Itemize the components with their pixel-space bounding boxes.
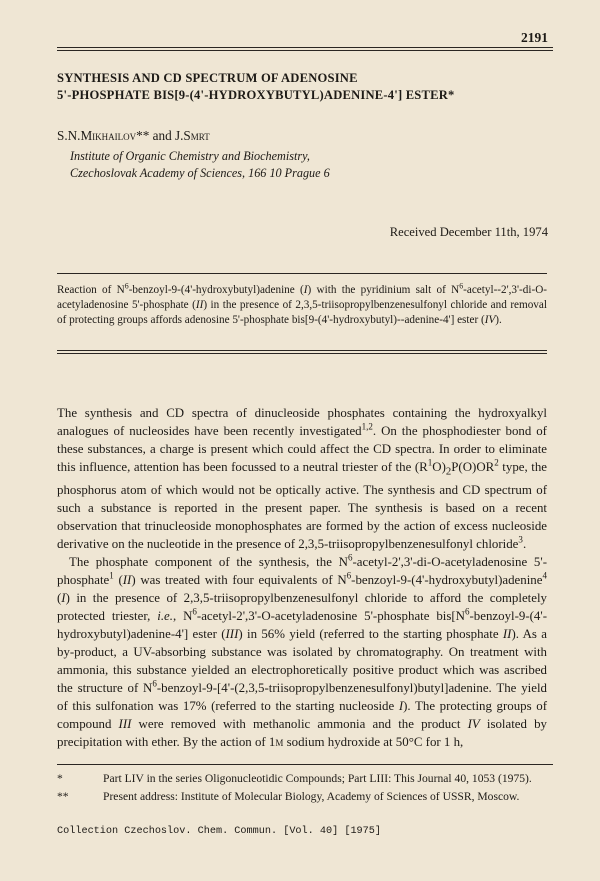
abstract: Reaction of $N^6-benzoyl-9-(4'-hydroxybutyl)adenine$ (I) with the pyridinium salt of $N^6-acetyl--2',3'-di-O$-acetyladenosine 5'-phosphate (II) in the presence of 2,3,5-triisopropylbenzenesulfonyl chloride and removal of protecting groups affords adenosine 5'-phosphate bis[9-(4'-hydroxybutyl)--adenine-4'] ester (IV).: [57, 281, 547, 327]
author-1: S.N.Mikhailov**: [57, 128, 150, 143]
header-rule-bottom: [57, 50, 553, 51]
body-paragraph-1: The synthesis and CD spectra of dinucleoside phosphates containing the hydroxyalkyl analogues of nucleosides have been recently investigated$^{1,2}$. On the phosphodiester bond of these substances, a charge is present which could affect the CD spectra. In order to eliminate this influence, attention has been focussed to a neutral triester of the $(R^1O)_2P(O)OR^2$ type, the phosphorus atom of which would not be optically active. The synthesis and CD spectrum of such a substance is reported in the present paper. The synthesis is based on a recent observation that trinucleoside monophosphates are formed by the action of excess nucleoside derivative on the nucleotide in the presence of 2,3,5-triisopropylbenzenesulfonyl chloride$^3$.: [57, 406, 547, 551]
footnote-2-mark: **: [57, 790, 69, 803]
title-line-2: 5'-PHOSPHATE BIS[9-(4'-HYDROXYBUTYL)ADENINE-4'] ESTER*: [57, 88, 455, 102]
title-line-1: SYNTHESIS AND CD SPECTRUM OF ADENOSINE: [57, 71, 358, 85]
footnote-rule: [57, 764, 553, 765]
body-paragraph-2: The phosphate component of the synthesis, the $N^6-acetyl-2',3'-di-O$-acetyladenosine 5'-phosphate$^1$ (II) was treated with four equivalents of $N^6-benzoyl-9-(4'-hydroxybutyl)adenine^4$ (I) in the presence of 2,3,5-triisopropylbenzenesulfonyl chloride to afford the completely protected triester, i.e., $N^6-acetyl-2',3'-O$-acetyladenosine 5'-phosphate $bis[N^6-benzoyl-9-(4'-hydroxybutyl)adenine-4']$ ester (III) in 56% yield (referred to the starting phosphate II). As a by-product, a UV-absorbing substance was isolated by chromatography. On treatment with ammonia, this substance yielded an electrophoretically positive product which was ascribed the structure of $N^6-benzoyl-9-[4'-(2,3,5-triisopropylbenzenesulfonyl)butyl]adenine$. The yield of this sulfonation was 17% (referred to the starting nucleoside I). The protecting groups of compound III were removed with methanolic ammonia and the product IV isolated by precipitation with ether. By the action of 1m sodium hydroxide at 50°C for 1 h,: [57, 552, 548, 749]
affiliation-line-2: Czechoslovak Academy of Sciences, 166 10 Prague 6: [70, 166, 330, 180]
author-separator: and: [149, 128, 175, 143]
article-body: [57, 404, 547, 751]
header-rule-top: [57, 47, 553, 48]
authors: [57, 128, 210, 144]
author-2: J.Smrt: [175, 128, 210, 143]
journal-footer: Collection Czechoslov. Chem. Commun. [Vol. 40] [1975]: [57, 826, 382, 837]
affiliation-line-1: Institute of Organic Chemistry and Biochemistry,: [70, 149, 310, 163]
footnote-1-text: Part LIV in the series Oligonucleotidic Compounds; Part LIII: This Journal 40, 1053 (1975).: [103, 772, 532, 785]
abstract-rule-bottom-2: [57, 353, 547, 354]
affiliation: [70, 148, 330, 182]
footnote-1-mark: *: [57, 772, 63, 785]
received-date: Received December 11th, 1974: [389, 225, 548, 239]
footnote-2-text: Present address: Institute of Molecular Biology, Academy of Sciences of USSR, Moscow.: [103, 790, 520, 803]
abstract-rule-bottom: [57, 350, 547, 351]
article-title: [57, 70, 557, 104]
abstract-rule-top: [57, 273, 547, 274]
page-number: 2191: [521, 30, 548, 45]
